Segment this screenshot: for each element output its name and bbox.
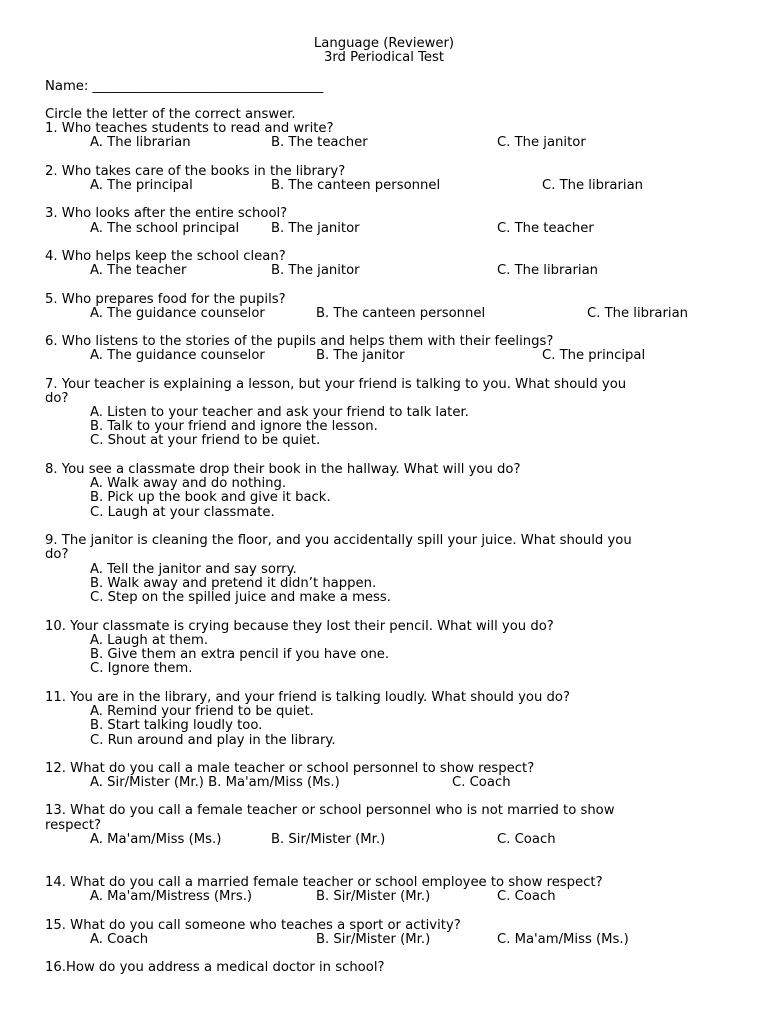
question-text: 14. What do you call a married female teacher or school employee to show respect? bbox=[45, 875, 603, 890]
page-title: Language (Reviewer) bbox=[313, 36, 455, 51]
choice-c: C. Step on the spilled juice and make a mess. bbox=[90, 590, 391, 605]
choice-a: A. Listen to your teacher and ask your friend to talk later. bbox=[90, 405, 469, 420]
choice-a: A. Ma'am/Miss (Ms.) bbox=[90, 832, 222, 847]
choice-c: C. The librarian bbox=[542, 178, 644, 193]
question-text: 10. Your classmate is crying because they lost their pencil. What will you do? bbox=[45, 619, 554, 634]
question-text-line-2: do? bbox=[45, 547, 69, 562]
choice-a: A. The librarian bbox=[90, 135, 191, 150]
question-text: 12. What do you call a male teacher or school personnel to show respect? bbox=[45, 761, 535, 776]
choice-c: C. Laugh at your classmate. bbox=[90, 505, 275, 520]
choice-b: B. Start talking loudly too. bbox=[90, 718, 263, 733]
choice-c: C. The librarian bbox=[587, 306, 689, 321]
question-text-line-2: respect? bbox=[45, 818, 102, 833]
choice-a: A. The school principal bbox=[90, 221, 240, 236]
choice-c: C. The principal bbox=[542, 348, 646, 363]
choice-a: A. Coach bbox=[90, 932, 149, 947]
question-text: 5. Who prepares food for the pupils? bbox=[45, 292, 286, 307]
question-text: 16.How do you address a medical doctor in school? bbox=[45, 960, 385, 975]
question-text: 15. What do you call someone who teaches a sport or activity? bbox=[45, 918, 461, 933]
question-text: 6. Who listens to the stories of the pupils and helps them with their feelings? bbox=[45, 334, 554, 349]
choice-a: A. Ma'am/Mistress (Mrs.) bbox=[90, 889, 253, 904]
question-text: 4. Who helps keep the school clean? bbox=[45, 249, 286, 264]
choice-b: B. The teacher bbox=[271, 135, 368, 150]
choice-a: A. Remind your friend to be quiet. bbox=[90, 704, 314, 719]
question-text-line-2: do? bbox=[45, 391, 69, 406]
choice-a: A. The principal bbox=[90, 178, 193, 193]
choice-b: B. Walk away and pretend it didn’t happen. bbox=[90, 576, 377, 591]
question-text: 2. Who takes care of the books in the library? bbox=[45, 164, 346, 179]
question-text: 8. You see a classmate drop their book in the hallway. What will you do? bbox=[45, 462, 521, 477]
choice-b: B. Talk to your friend and ignore the lesson. bbox=[90, 419, 378, 434]
question-text-line-1: 13. What do you call a female teacher or school personnel who is not married to show bbox=[45, 803, 615, 818]
choice-b: B. Sir/Mister (Mr.) bbox=[316, 889, 431, 904]
choice-a: A. Walk away and do nothing. bbox=[90, 476, 287, 491]
page-subtitle: 3rd Periodical Test bbox=[323, 50, 445, 65]
choice-b: B. Sir/Mister (Mr.) bbox=[316, 932, 431, 947]
choice-b: B. Give them an extra pencil if you have one. bbox=[90, 647, 390, 662]
question-text: 3. Who looks after the entire school? bbox=[45, 206, 288, 221]
choice-a: A. The guidance counselor bbox=[90, 348, 265, 363]
choice-a: A. Laugh at them. bbox=[90, 633, 209, 648]
name-line: Name: ___________________________________ bbox=[45, 79, 324, 94]
question-text: 11. You are in the library, and your friend is talking loudly. What should you do? bbox=[45, 690, 570, 705]
choice-b: B. Sir/Mister (Mr.) bbox=[271, 832, 386, 847]
choice-c: C. Ma'am/Miss (Ms.) bbox=[497, 932, 629, 947]
choice-b: B. The janitor bbox=[271, 263, 360, 278]
choice-a: A. The guidance counselor bbox=[90, 306, 265, 321]
choice-a: A. Tell the janitor and say sorry. bbox=[90, 562, 297, 577]
choice-c: C. Coach bbox=[497, 832, 556, 847]
choice-c: C. Run around and play in the library. bbox=[90, 733, 336, 748]
choice-b: B. The canteen personnel bbox=[271, 178, 441, 193]
choice-c: C. Shout at your friend to be quiet. bbox=[90, 433, 321, 448]
choice-a-b: A. Sir/Mister (Mr.) B. Ma'am/Miss (Ms.) bbox=[90, 775, 340, 790]
question-text: 1. Who teaches students to read and write? bbox=[45, 121, 334, 136]
choice-c: C. Coach bbox=[497, 889, 556, 904]
choice-c: C. The janitor bbox=[497, 135, 586, 150]
choice-c: C. Ignore them. bbox=[90, 661, 193, 676]
choice-b: B. The janitor bbox=[271, 221, 360, 236]
choice-c: C. Coach bbox=[452, 775, 511, 790]
choice-b: B. The canteen personnel bbox=[316, 306, 486, 321]
choice-c: C. The librarian bbox=[497, 263, 599, 278]
choice-b: B. Pick up the book and give it back. bbox=[90, 490, 331, 505]
question-text-line-1: 9. The janitor is cleaning the floor, and you accidentally spill your juice. What should you bbox=[45, 533, 632, 548]
instructions: Circle the letter of the correct answer. bbox=[45, 107, 296, 122]
choice-a: A. The teacher bbox=[90, 263, 187, 278]
choice-b: B. The janitor bbox=[316, 348, 405, 363]
choice-c: C. The teacher bbox=[497, 221, 594, 236]
question-text-line-1: 7. Your teacher is explaining a lesson, but your friend is talking to you. What should you bbox=[45, 377, 627, 392]
